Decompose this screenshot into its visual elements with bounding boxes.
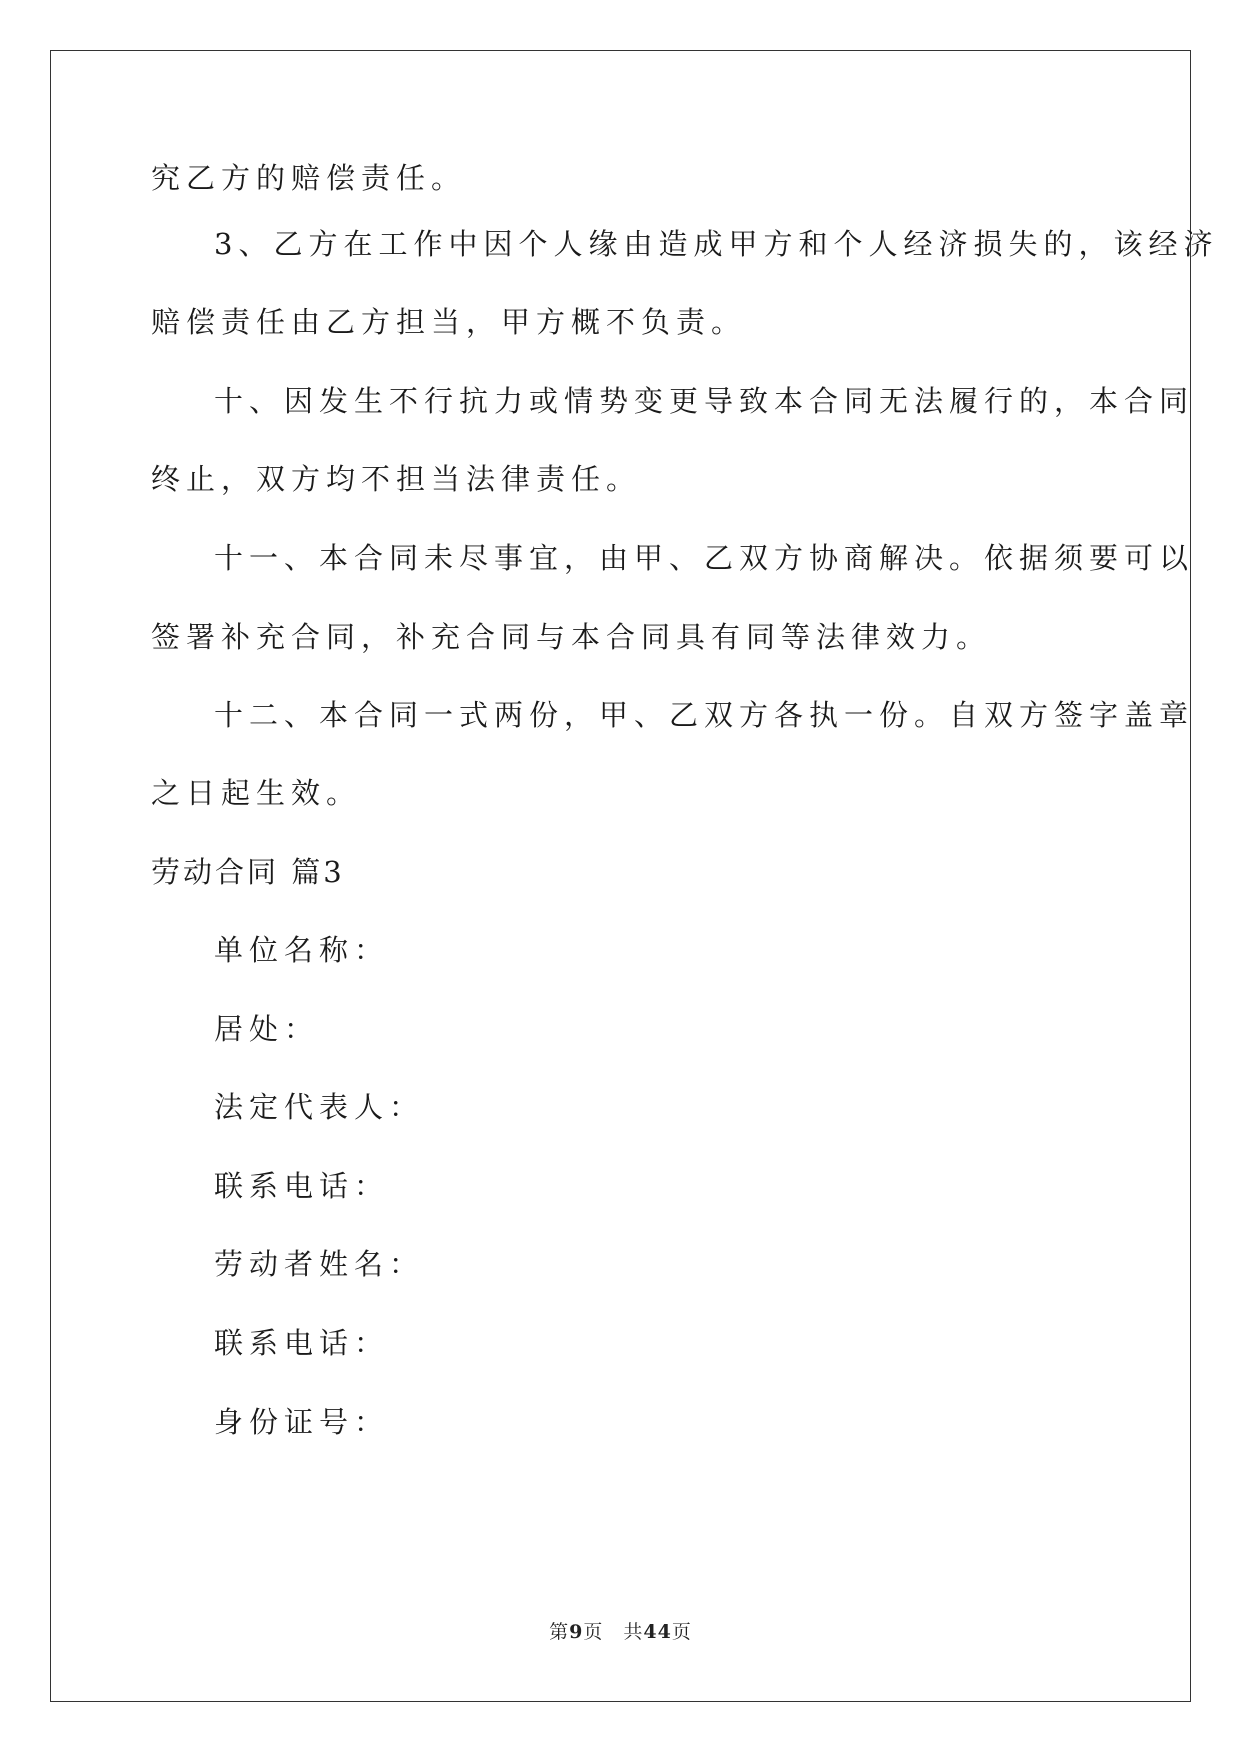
field-label-id-number: 身份证号： bbox=[214, 1405, 390, 1439]
footer-prefix: 第 bbox=[549, 1621, 570, 1643]
text-line: 赔偿责任由乙方担当，甲方概不负责。 bbox=[151, 305, 747, 339]
field-label-legal-rep: 法定代表人： bbox=[214, 1090, 425, 1124]
field-label-unit-name: 单位名称： bbox=[214, 933, 390, 967]
text-line: 十一、本合同未尽事宜，由甲、乙双方协商解决。依据须要可以 bbox=[214, 541, 1195, 575]
text-line: 究乙方的赔偿责任。 bbox=[151, 161, 467, 195]
text-line: 签署补充合同，补充合同与本合同具有同等法律效力。 bbox=[151, 620, 992, 654]
field-label-phone-2: 联系电话： bbox=[214, 1326, 390, 1360]
footer-middle: 页 共 bbox=[583, 1621, 644, 1643]
page-number: 9 bbox=[569, 1621, 584, 1643]
footer-suffix: 页 bbox=[671, 1621, 692, 1643]
text-line: 之日起生效。 bbox=[151, 776, 362, 810]
text-line: 十、因发生不行抗力或情势变更导致本合同无法履行的，本合同 bbox=[214, 384, 1195, 418]
text-line: 3、乙方在工作中因个人缘由造成甲方和个人经济损失的，该经济 bbox=[214, 227, 1219, 261]
field-label-worker-name: 劳动者姓名： bbox=[214, 1247, 425, 1281]
text-line: 终止，双方均不担当法律责任。 bbox=[151, 462, 642, 496]
field-label-address: 居处： bbox=[214, 1012, 320, 1046]
text-line: 十二、本合同一式两份，甲、乙双方各执一份。自双方签字盖章 bbox=[214, 698, 1195, 732]
field-label-phone: 联系电话： bbox=[214, 1169, 390, 1203]
section-heading: 劳动合同 篇3 bbox=[151, 855, 345, 889]
page-footer bbox=[0, 1617, 1241, 1644]
page-total: 44 bbox=[643, 1621, 672, 1643]
